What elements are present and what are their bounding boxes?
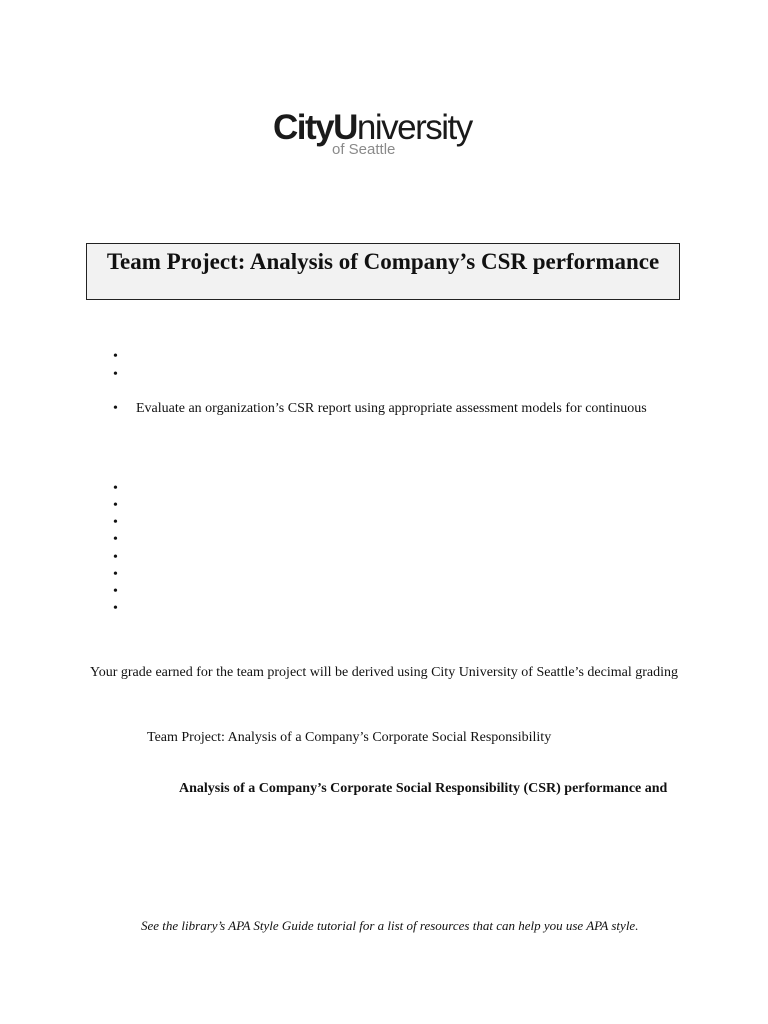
grading-text: Your grade earned for the team project will be derived using City University of Seattle’s decimal grading [90, 665, 678, 680]
outcome-item-text: Evaluate an organization’s CSR report using appropriate assessment models for continuous [136, 401, 647, 416]
bullet-marker: • [113, 584, 118, 599]
title-box [86, 243, 680, 300]
bullet-marker: • [113, 567, 118, 582]
bullet-marker: • [113, 550, 118, 565]
bullet-marker: • [113, 532, 118, 547]
bullet-marker: • [113, 498, 118, 513]
logo-u: U [333, 108, 357, 147]
apa-style-note: See the library’s APA Style Guide tutorial for a list of resources that can help you use APA style. [141, 918, 639, 933]
logo-subtitle: of Seattle [332, 141, 396, 158]
bullet-marker: • [113, 515, 118, 530]
bullet-marker: • [113, 349, 118, 364]
bullet-marker: • [113, 481, 118, 496]
project-subtitle: Team Project: Analysis of a Company’s Corporate Social Responsibility [147, 730, 552, 745]
bullet-marker: • [113, 601, 118, 616]
cityu-logo [273, 108, 503, 160]
bullet-marker: • [113, 367, 118, 382]
project-heading: Analysis of a Company’s Corporate Social Responsibility (CSR) performance and [179, 781, 668, 796]
document-title: Team Project: Analysis of Company’s CSR performance [106, 249, 660, 274]
logo-city: City [273, 108, 334, 147]
bullet-marker: • [113, 401, 118, 416]
logo-niversity: niversity [356, 108, 472, 147]
